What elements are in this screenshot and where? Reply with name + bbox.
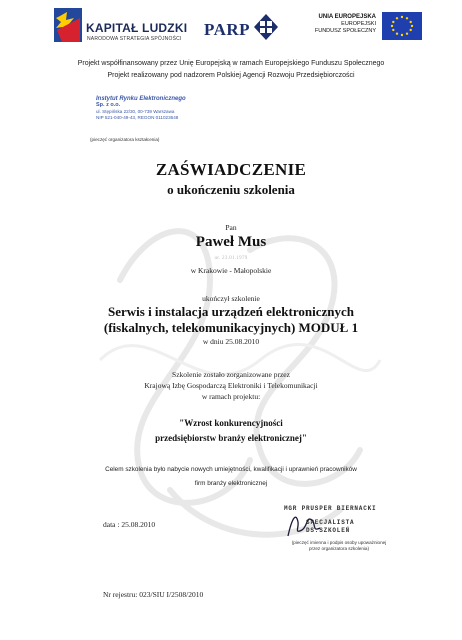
parp-logo — [204, 12, 274, 42]
organizer-stamp — [96, 96, 226, 121]
eu-line-2: EUROPEJSKI — [341, 21, 376, 27]
course-date: w dniu 25.08.2010 — [202, 337, 260, 346]
eu-line-1: UNIA EUROPEJSKA — [318, 14, 376, 20]
handwritten-signature — [282, 508, 342, 540]
birth-date-redacted: ur. 23.01.1979 — [214, 256, 248, 261]
parp-icon — [254, 14, 278, 40]
organizer-ids: NIP 521-040-49-43, REGON 011023648 — [96, 115, 179, 120]
birth-place: w Krakowie - Małopolskie — [190, 266, 272, 275]
project-line-1: "Wzrost konkurencyjności — [179, 418, 283, 428]
signature-caption-2: przez organizatora szkolenia) — [308, 546, 369, 551]
certificate-subtitle: o ukończeniu szkolenia — [167, 182, 295, 197]
signature-caption-1: (pieczęć imienna i podpis osoby upoważnionej — [291, 540, 387, 545]
kapital-ludzki-title: KAPITAŁ LUDZKI — [86, 21, 188, 35]
signer-role-1: SPECJALISTA — [306, 519, 355, 526]
goal-line-1: Celem szkolenia było nabycie nowych umiejętności, kwalifikacji i uprawnień pracowników — [105, 466, 357, 473]
project-line-2: przedsiębiorstw branży elektronicznej" — [155, 433, 307, 443]
course-line-2: (fiskalnych, telekomunikacyjnych) MODUŁ 1 — [103, 320, 359, 335]
course-line-1: Serwis i instalacja urządzeń elektronicznych — [107, 304, 354, 319]
signer-name: MGR PRUSPER BIERNACKI — [284, 505, 377, 512]
eu-flag-icon — [382, 12, 422, 40]
funding-line-1: Projekt współfinansowany przez Unię Europejską w ramach Europejskiego Funduszu Społecznego — [77, 60, 385, 67]
organized-line-1: Szkolenie zostało zorganizowane przez — [172, 370, 290, 379]
recipient-name: Paweł Mus — [195, 234, 267, 250]
signature-caption — [284, 540, 394, 552]
goal-line-2: firm branży elektronicznej — [194, 480, 268, 487]
organizer-stamp-caption: (pieczęć organizatora kształcenia) — [90, 137, 160, 142]
eu-line-3: FUNDUSZ SPOŁECZNY — [314, 28, 376, 34]
eu-logo — [312, 12, 422, 44]
certificate-title: ZAŚWIADCZENIE — [155, 160, 307, 179]
parp-text: PARP — [204, 20, 251, 39]
funding-line-2: Projekt realizowany pod nadzorem Polskiej Agencji Rozwoju Przedsiębiorczości — [107, 72, 355, 79]
kapital-ludzki-icon — [54, 8, 82, 42]
salutation: Pan — [225, 223, 237, 232]
completed-text: ukończył szkolenie — [202, 294, 260, 303]
organizer-name: Instytut Rynku Elektronicznego — [96, 96, 186, 102]
signer-role-2: DS.SZKOLEŃ — [306, 527, 351, 534]
organized-line-3: w ramach projektu: — [201, 392, 261, 401]
organized-line-2: Krajową Izbę Gospodarczą Elektroniki i Telekomunikacji — [144, 381, 318, 390]
issue-date: data : 25.08.2010 — [103, 520, 156, 529]
kapital-ludzki-subtitle: NARODOWA STRATEGIA SPÓJNOŚCI — [87, 36, 182, 42]
eu-text — [315, 14, 376, 35]
kapital-ludzki-logo — [54, 8, 188, 48]
organizer-form: Sp. z o.o. — [96, 102, 121, 108]
organizer-address: ul. Stępińska 22/30, 00-739 Warszawa — [96, 109, 175, 114]
registry-number: Nr rejestru: 023/SIU I/2508/2010 — [103, 590, 204, 599]
